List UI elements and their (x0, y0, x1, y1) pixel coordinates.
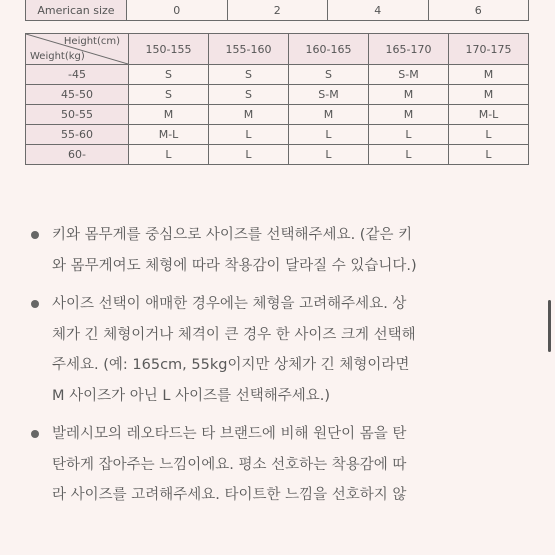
size-guide-notes (52, 220, 547, 519)
size-cell: L (289, 145, 369, 165)
size-cell: S (209, 65, 289, 85)
height-range-header: 155-160 (209, 34, 289, 65)
scrollbar-thumb[interactable] (548, 300, 551, 352)
note-line: 발레시모의 레오타드는 타 브랜드에 비해 원단이 몸을 탄 (52, 426, 407, 442)
size-cell: L (209, 125, 289, 145)
note-line: 주세요. (예: 165cm, 55kg이지만 상체가 긴 체형이라면 (52, 357, 410, 373)
size-cell: M-L (449, 105, 529, 125)
size-cell: L (449, 145, 529, 165)
note-line: 라 사이즈를 고려해주세요. 타이트한 느낌을 선호하지 않 (52, 487, 407, 503)
size-cell: M (369, 105, 449, 125)
table-row (26, 85, 529, 105)
size-cell: L (449, 125, 529, 145)
note-item (52, 220, 547, 281)
size-cell: M (449, 65, 529, 85)
note-line: 키와 몸무게를 중심으로 사이즈를 선택해주세요. (같은 키 (52, 227, 413, 243)
note-line: 체가 긴 체형이거나 체격이 큰 경우 한 사이즈 크게 선택해 (52, 326, 416, 343)
bullet-icon (31, 300, 39, 308)
size-cell: M (289, 105, 369, 125)
table-row (26, 105, 529, 125)
american-size-table (25, 0, 529, 21)
note-line: M 사이즈가 아닌 L 사이즈를 선택해주세요.) (52, 387, 331, 404)
size-cell: L (209, 145, 289, 165)
size-cell: S-M (369, 65, 449, 85)
bullet-icon (31, 231, 39, 239)
table-row (26, 145, 529, 165)
note-line: 와 몸무게여도 체형에 따라 착용감이 달라질 수 있습니다.) (52, 257, 417, 274)
height-range-header: 160-165 (289, 34, 369, 65)
height-range-header: 150-155 (129, 34, 209, 65)
weight-axis-label: Weight(kg) (30, 51, 85, 62)
size-chart-corner-cell (26, 34, 129, 65)
size-cell: L (369, 125, 449, 145)
note-line: 탄하게 잡아주는 느낌이에요. 평소 선호하는 착용감에 따 (52, 456, 407, 473)
size-cell: S (289, 65, 369, 85)
american-size-cell: 0 (127, 0, 228, 21)
american-size-cell: 4 (328, 0, 429, 21)
size-chart-table (25, 33, 529, 165)
size-cell: L (289, 125, 369, 145)
size-cell: S-M (289, 85, 369, 105)
size-cell: M (209, 105, 289, 125)
size-cell: S (209, 85, 289, 105)
size-chart-header-row (26, 34, 529, 65)
table-row (26, 65, 529, 85)
table-row (26, 125, 529, 145)
size-cell: M (449, 85, 529, 105)
size-cell: S (129, 85, 209, 105)
size-cell: M (129, 105, 209, 125)
weight-range-cell: -45 (26, 65, 129, 85)
note-item (52, 289, 547, 411)
height-range-header: 170-175 (449, 34, 529, 65)
american-size-row (26, 0, 529, 21)
weight-range-cell: 50-55 (26, 105, 129, 125)
note-line: 사이즈 선택이 애매한 경우에는 체형을 고려해주세요. 상 (52, 296, 407, 312)
american-size-cell: 2 (227, 0, 328, 21)
american-size-cell: 6 (428, 0, 529, 21)
size-cell: L (369, 145, 449, 165)
height-axis-label: Height(cm) (63, 36, 120, 47)
weight-range-cell: 45-50 (26, 85, 129, 105)
weight-range-cell: 55-60 (26, 125, 129, 145)
bullet-icon (31, 430, 39, 438)
note-item (52, 419, 547, 511)
size-cell: M-L (129, 125, 209, 145)
size-cell: L (129, 145, 209, 165)
size-cell: S (129, 65, 209, 85)
weight-range-cell: 60- (26, 145, 129, 165)
american-size-label: American size (26, 0, 127, 21)
height-range-header: 165-170 (369, 34, 449, 65)
size-cell: M (369, 85, 449, 105)
